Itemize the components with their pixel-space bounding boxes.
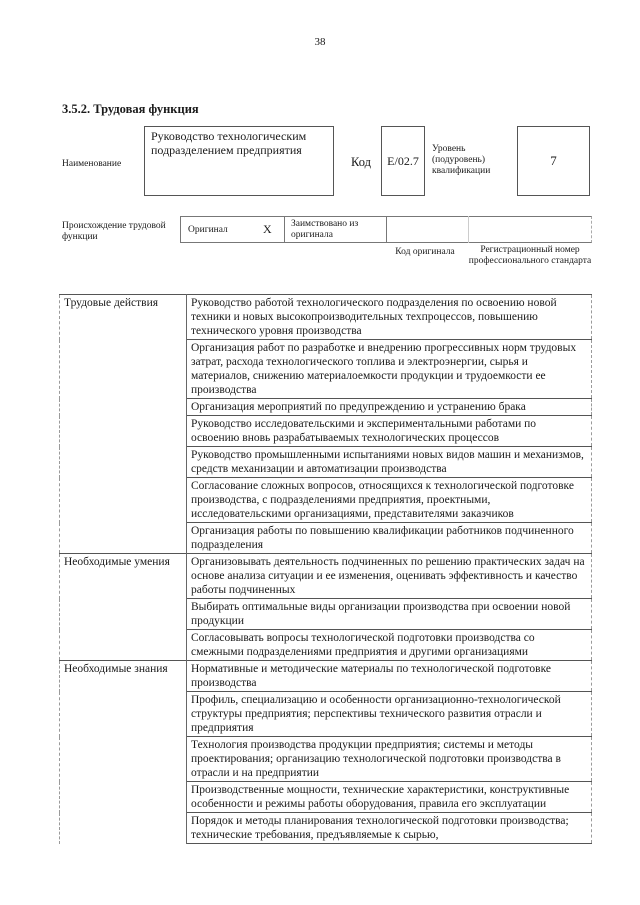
code-original-caption: Код оригинала [395,247,455,257]
group-item: Производственные мощности, технические характеристики, конструктивные особенности и режимы работы оборудования, правила его эксплуатации [187,782,592,813]
group-item: Руководство исследовательскими и экспериментальными работами по освоению вновь разрабатываемых технологических процессов [187,416,592,447]
labor-function-table [59,294,592,844]
page-number: 38 [314,36,326,48]
origin-label: Происхождение трудовой функции [62,221,166,242]
origin-divider [468,216,469,243]
origin-divider [386,216,387,243]
group-item: Организация мероприятий по предупреждению и устранению брака [187,399,592,416]
code-box: Е/02.7 [381,126,425,196]
group-item: Порядок и методы планирования технологической подготовки производства; технические требования, предъявляемые к сырью, [187,813,592,844]
function-name-box: Руководство технологическим подразделением предприятия [144,126,334,196]
group-item: Нормативные и методические материалы по технологической подготовке производства [187,661,592,692]
group-item: Профиль, специализацию и особенности организационно-технологической структуры предприятия; перспективы технического развития отрасли и предприятия [187,692,592,737]
reg-number-caption: Регистрационный номер профессионального стандарта [468,245,592,266]
group-item: Выбирать оптимальные виды организации производства при освоении новой продукции [187,599,592,630]
original-label: Оригинал [188,225,228,235]
group-label: Необходимые знания [60,661,187,844]
group-item: Организация работы по повышению квалификации работников подчиненного подразделения [187,523,592,554]
table-row [60,554,592,599]
level-label: Уровень (подуровень) квалификации [432,144,491,176]
borrowed-label: Заимствовано из оригинала [291,219,359,240]
group-label: Трудовые действия [60,295,187,554]
group-item: Согласование сложных вопросов, относящихся к технологической подготовке производства, с подразделениями предприятия, проектными, исследовательскими организациями, представителями заказчиков [187,478,592,523]
group-item: Руководство работой технологического подразделения по освоению новой техники и новых высокопроизводительных техпроцессов, повышению технического уровня производства [187,295,592,340]
original-mark: X [263,222,272,236]
table-row [60,295,592,340]
group-item: Организовывать деятельность подчиненных по решению практических задач на основе анализа ситуации и ее изменения, оценивать эффективность и качество работы подчиненных [187,554,592,599]
table-row [60,661,592,692]
group-item: Организация работ по разработке и внедрению прогрессивных норм трудовых затрат, расхода технологического топлива и электроэнергии, сырья и материалов, снижению материалоемкости продукции и трудоемкости ее производства [187,340,592,399]
name-label: Наименование [62,159,122,169]
origin-divider [284,216,285,243]
section-title: 3.5.2. Трудовая функция [62,102,199,116]
level-box: 7 [517,126,590,196]
code-label: Код [351,155,371,169]
group-label: Необходимые умения [60,554,187,661]
group-item: Руководство промышленными испытаниями новых видов машин и механизмов, средств механизации и автоматизации производства [187,447,592,478]
group-item: Технология производства продукции предприятия; системы и методы проектирования; организацию технологической подготовки производства в отрасли и на предприятии [187,737,592,782]
group-item: Согласовывать вопросы технологической подготовки производства со смежными подразделениями предприятия и другими организациями [187,630,592,661]
